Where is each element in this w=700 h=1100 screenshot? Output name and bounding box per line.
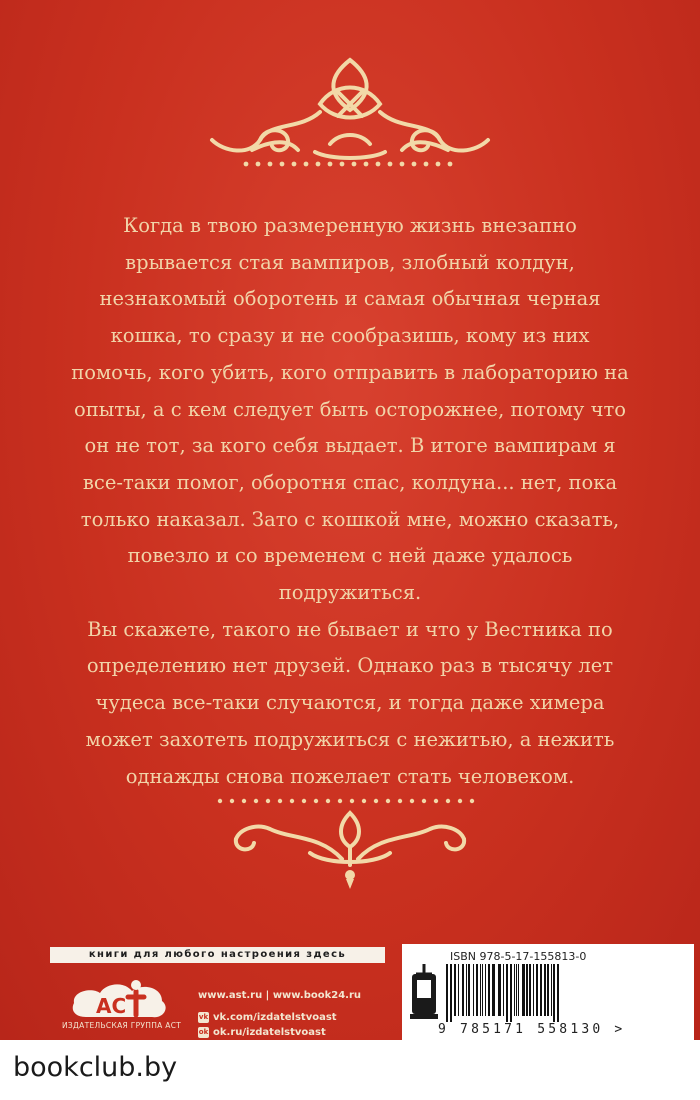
barcode-bar bbox=[536, 964, 538, 1016]
tagline: книги для любого настроения здесь bbox=[50, 947, 385, 963]
barcode-bar bbox=[526, 964, 528, 1016]
top-ornament bbox=[190, 52, 510, 172]
barcode-box bbox=[402, 944, 694, 1040]
barcode-bar bbox=[492, 964, 495, 1016]
barcode-bar bbox=[557, 964, 559, 1022]
barcode-bar bbox=[551, 964, 552, 1016]
vk-icon: vk bbox=[198, 1013, 209, 1021]
barcode-bar bbox=[454, 964, 456, 1016]
barcode-bar bbox=[462, 964, 464, 1016]
barcode-bar bbox=[533, 964, 534, 1016]
barcode-bar bbox=[503, 964, 504, 1016]
barcode-bar bbox=[466, 964, 467, 1016]
barcode-bar bbox=[506, 964, 508, 1022]
site-watermark: bookclub.by bbox=[13, 1052, 178, 1083]
barcode-bar bbox=[468, 964, 470, 1016]
age-rating-lantern-icon bbox=[404, 962, 444, 1022]
social-link-ok[interactable] bbox=[198, 1027, 326, 1038]
barcode-bar bbox=[516, 964, 517, 1016]
barcode-digits: 9 785171 558130 > bbox=[438, 1022, 626, 1037]
barcode-bar bbox=[522, 964, 525, 1016]
ast-logo-icon bbox=[62, 973, 180, 1021]
barcode-bar bbox=[544, 964, 546, 1016]
barcode-bar bbox=[485, 964, 486, 1016]
barcode-bar bbox=[529, 964, 531, 1016]
ok-icon: ok bbox=[198, 1028, 209, 1036]
isbn-label: ISBN 978-5-17-155813-0 bbox=[450, 950, 587, 963]
publisher-name: ИЗДАТЕЛЬСКАЯ ГРУППА АСТ bbox=[62, 1021, 182, 1030]
barcode-bar bbox=[473, 964, 474, 1016]
barcode-bar bbox=[446, 964, 448, 1022]
barcode-bar bbox=[540, 964, 542, 1016]
blurb-paragraph: Вы скажете, такого не бывает и что у Вестника по определению нет друзей. Однако раз в тысячу лет чудеса все-таки случаются, и тогда даже химера может захотеть подружиться с нежитью, а нежить однажды снова пожелает стать человеком. bbox=[85, 617, 615, 788]
blurb-text bbox=[70, 208, 630, 795]
barcode-bar bbox=[482, 964, 483, 1016]
barcode-bar bbox=[450, 964, 452, 1022]
bottom-ornament bbox=[200, 795, 500, 890]
publisher-logo-text: AC bbox=[96, 994, 127, 1018]
barcode-bar bbox=[547, 964, 549, 1016]
barcode-bar bbox=[476, 964, 478, 1016]
blurb-paragraph: Когда в твою размеренную жизнь внезапно врывается стая вампиров, злобный колдун, незнакомый оборотень и самая обычная черная кошка, то сразу и не сообразишь, кому из них помочь, кого убить, кого отправить в лабораторию на опыты, а с кем следует быть осторожнее, потому что он не тот, за кого себя выдает. В итоге вампирам я все-таки помог, оборотня спас, колдуна... нет, пока только наказал. Зато с кошкой мне, можно сказать, повезло и со временем с ней даже удалось подружиться. bbox=[71, 214, 629, 605]
barcode-bar bbox=[514, 964, 515, 1016]
barcode-bar bbox=[480, 964, 481, 1016]
barcode-bar bbox=[510, 964, 512, 1022]
social-link-text: vk.com/izdatelstvoast bbox=[213, 1012, 337, 1023]
website-links[interactable]: www.ast.ru | www.book24.ru bbox=[198, 990, 362, 1001]
social-link-text: ok.ru/izdatelstvoast bbox=[213, 1027, 326, 1038]
barcode-bar bbox=[553, 964, 555, 1022]
barcode bbox=[444, 964, 684, 1022]
barcode-bar bbox=[488, 964, 490, 1016]
social-link-vk[interactable] bbox=[198, 1012, 337, 1023]
publisher-logo bbox=[62, 973, 180, 1035]
barcode-bar bbox=[458, 964, 459, 1016]
barcode-bar bbox=[498, 964, 501, 1016]
barcode-bar bbox=[518, 964, 519, 1016]
